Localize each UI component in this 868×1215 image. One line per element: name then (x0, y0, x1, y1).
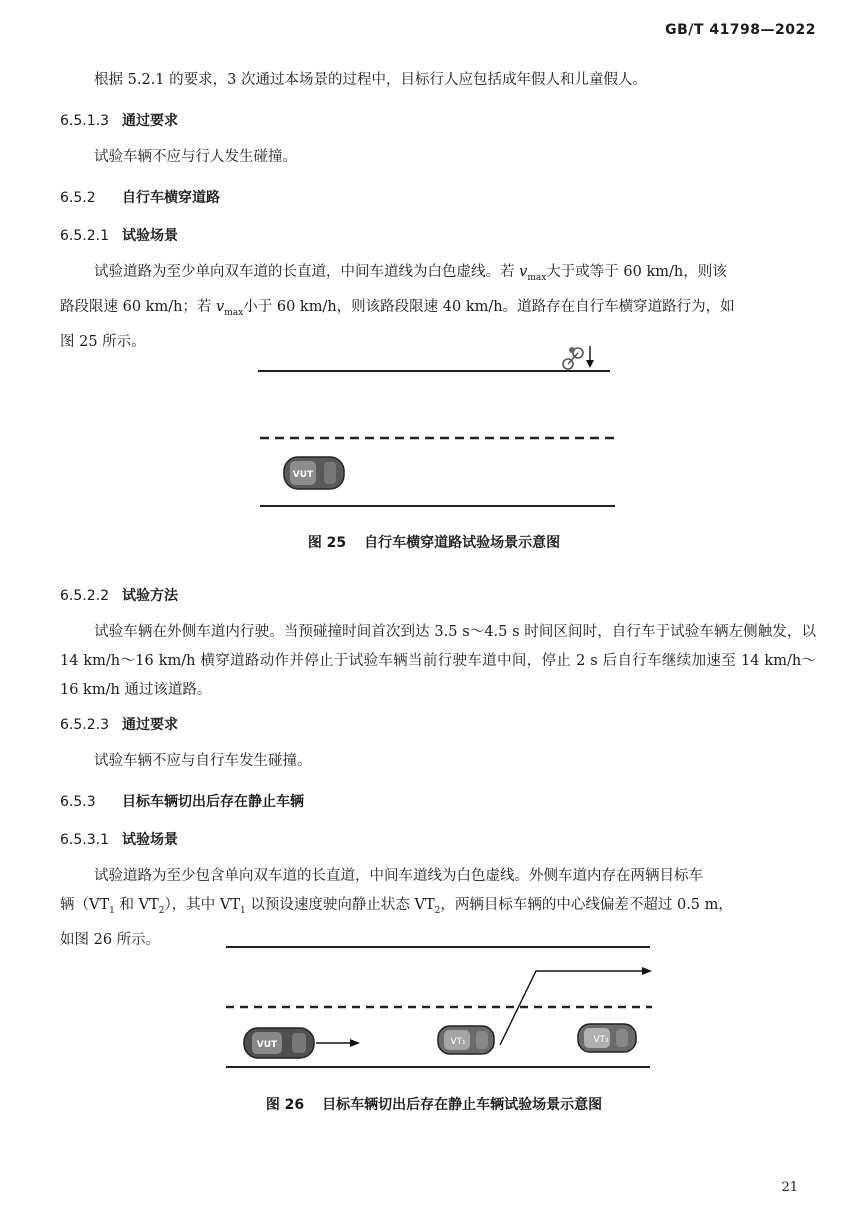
heading-title: 试验场景 (122, 832, 178, 848)
arrow-down-icon (586, 346, 594, 368)
figure-25-caption (0, 532, 868, 552)
paragraph-text: 试验车辆不应与行人发生碰撞。 (94, 149, 297, 165)
p6531-c: 和 VT (114, 897, 159, 913)
p6531-g: 如图 26 所示。 (60, 931, 161, 948)
heading-number: 6.5.1.3 (60, 113, 109, 129)
arrow-right-icon (316, 1039, 360, 1047)
p6521-line2a: 路段限速 60 km/h；若 (60, 298, 212, 315)
paragraph-intro (60, 66, 816, 95)
paragraph-6-5-2-2 (60, 618, 816, 705)
p6531-e: 以预设速度驶向静止状态 VT (245, 897, 435, 913)
p6531-d: ），其中 VT (164, 897, 241, 913)
paragraph-intro-text: 根据 5.2.1 的要求，3 次通过本场景的过程中，目标行人应包括成年假人和儿童假人。 (94, 72, 647, 88)
paragraph-6-5-2-3 (60, 747, 816, 776)
p6521-c: 小于 60 km/h，则该路段限速 40 km/h。道路存在自行车横穿道路行为，如 (243, 298, 735, 315)
heading-title: 自行车横穿道路 (122, 190, 220, 206)
figure-25-diagram (250, 340, 630, 520)
heading-6-5-1-3 (60, 110, 178, 130)
vt2-label: VT₂ (593, 1035, 609, 1045)
heading-title: 试验场景 (122, 228, 178, 244)
figure-title: 目标车辆切出后存在静止车辆试验场景示意图 (322, 1097, 603, 1113)
figure-26-caption (0, 1094, 868, 1114)
heading-title: 目标车辆切出后存在静止车辆 (122, 794, 304, 810)
vut-car-icon (284, 457, 344, 489)
heading-6-5-3-1 (60, 829, 178, 849)
v-symbol: v (519, 264, 528, 280)
p6521-a: 试验道路为至少单向双车道的长直道，中间车道线为白色虚线。若 (94, 264, 515, 280)
figure-title: 自行车横穿道路试验场景示意图 (364, 535, 561, 551)
p6531-b: 辆（VT (60, 897, 110, 913)
heading-number: 6.5.2.3 (60, 717, 109, 733)
p6531-a: 试验道路为至少包含单向双车道的长直道，中间车道线为白色虚线。外侧车道内存在两辆目标车 (94, 868, 703, 884)
sub: 2 (158, 905, 165, 916)
v-symbol: v (216, 298, 225, 315)
heading-6-5-2-2 (60, 585, 178, 605)
heading-title: 通过要求 (122, 717, 178, 733)
p6521-line3: 图 25 所示。 (60, 333, 146, 350)
heading-title: 通过要求 (122, 113, 178, 129)
v-sub: max (527, 272, 547, 283)
vt2-car-icon (578, 1024, 636, 1052)
v-sub: max (224, 307, 244, 318)
sub: 1 (109, 905, 115, 916)
heading-number: 6.5.3.1 (60, 832, 109, 848)
paragraph-text: 试验车辆不应与自行车发生碰撞。 (94, 753, 312, 769)
figure-26-diagram (220, 935, 660, 1080)
sub: 2 (434, 905, 441, 916)
vut-label: VUT (292, 470, 314, 480)
page-number: 21 (781, 1180, 798, 1195)
vt1-car-icon (438, 1026, 494, 1054)
standard-code: GB/T 41798—2022 (665, 22, 816, 38)
heading-number: 6.5.2.2 (60, 588, 109, 604)
paragraph-text: 试验车辆在外侧车道内行驶。当预碰撞时间首次到达 3.5 s～4.5 s 时间区间时，自行车于试验车辆左侧触发，以 14 km/h～16 km/h 横穿道路动作并停止于试验车辆当前行驶车道中间，停止 2 s 后自行车继续加速至 14 km/h～16 km/h 通过该道路。 (60, 624, 816, 698)
heading-6-5-2 (60, 187, 220, 207)
p6521-b: 大于或等于 60 km/h，则该 (546, 264, 727, 280)
heading-6-5-2-3 (60, 714, 178, 734)
heading-6-5-2-1 (60, 225, 178, 245)
figure-number: 图 26 (265, 1097, 305, 1113)
vt1-label: VT₁ (450, 1037, 466, 1047)
paragraph-6-5-1-3 (60, 143, 816, 172)
heading-number: 6.5.2.1 (60, 228, 109, 244)
heading-title: 试验方法 (122, 588, 178, 604)
heading-number: 6.5.2 (60, 190, 96, 206)
figure-number: 图 25 (307, 535, 347, 551)
p6531-f: ，两辆目标车辆的中心线偏差不超过 0.5 m， (440, 897, 733, 913)
bicycle-icon (563, 347, 583, 369)
heading-6-5-3 (60, 791, 304, 811)
vut-car-icon (244, 1028, 314, 1058)
vut-label: VUT (256, 1040, 278, 1050)
sub: 1 (240, 905, 246, 916)
heading-number: 6.5.3 (60, 794, 96, 810)
